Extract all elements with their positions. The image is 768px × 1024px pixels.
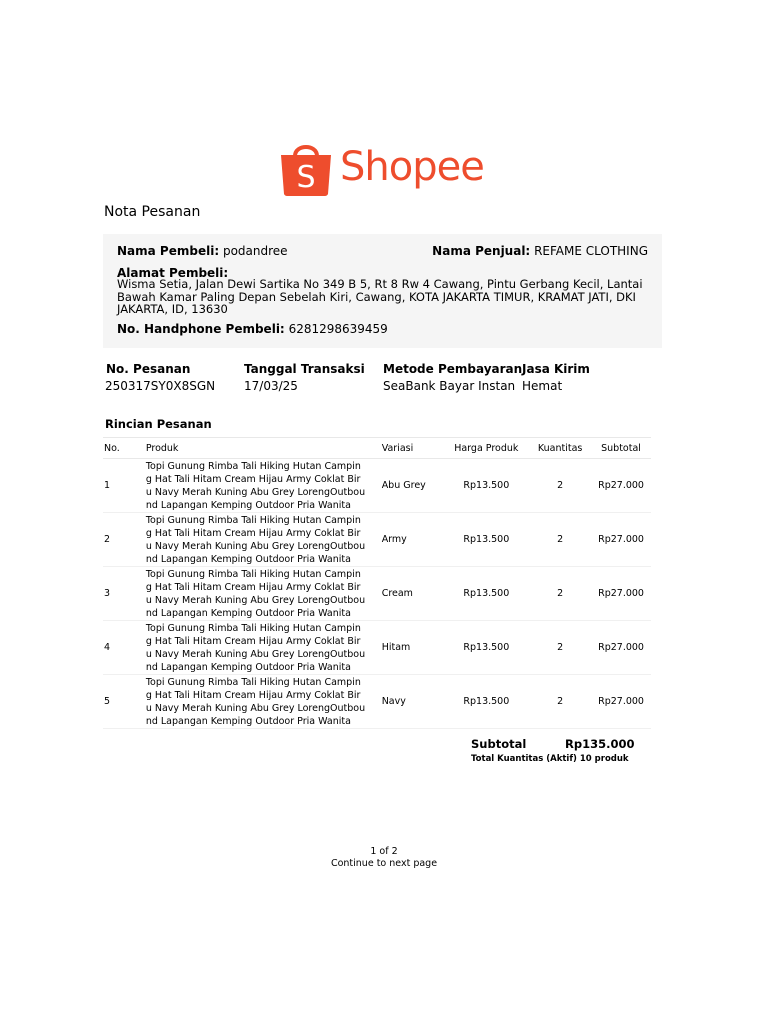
- variant: Hitam: [382, 621, 444, 675]
- buyer-info-box: [103, 234, 662, 348]
- quantity: 2: [529, 621, 591, 675]
- col-no: No.: [103, 438, 146, 459]
- address-label: Alamat Pembeli:: [117, 266, 229, 280]
- variant: Army: [382, 513, 444, 567]
- table-header: [103, 438, 651, 459]
- quantity: 2: [529, 459, 591, 513]
- shopee-logo: [278, 138, 484, 198]
- shipping-label: Jasa Kirim: [522, 362, 590, 376]
- page-footer: [0, 846, 768, 870]
- col-qty: Kuantitas: [529, 438, 591, 459]
- product-name: Topi Gunung Rimba Tali Hiking Hutan Camping Hat Tali Hitam Cream Hijau Army Coklat Biru Navy Merah Kuning Abu Grey LorengOutbound Lapangan Kemping Outdoor Pria Wanita: [145, 622, 366, 673]
- table-row: 4 Topi Gunung Rimba Tali Hiking Hutan Camping Hat Tali Hitam Cream Hijau Army Coklat Biru Navy Merah Kuning Abu Grey LorengOutbound Lapangan Kemping Outdoor Pria Wanita Hitam Rp13.500 2 Rp27.000: [103, 621, 651, 675]
- table-row: 3 Topi Gunung Rimba Tali Hiking Hutan Camping Hat Tali Hitam Cream Hijau Army Coklat Biru Navy Merah Kuning Abu Grey LorengOutbound Lapangan Kemping Outdoor Pria Wanita Cream Rp13.500 2 Rp27.000: [103, 567, 651, 621]
- brand-wordmark: Shopee: [340, 144, 484, 190]
- row-subtotal: Rp27.000: [591, 567, 651, 621]
- page-number: 1 of 2: [370, 846, 398, 857]
- row-subtotal: Rp27.000: [591, 513, 651, 567]
- table-row: 2 Topi Gunung Rimba Tali Hiking Hutan Camping Hat Tali Hitam Cream Hijau Army Coklat Biru Navy Merah Kuning Abu Grey LorengOutbound Lapangan Kemping Outdoor Pria Wanita Army Rp13.500 2 Rp27.000: [103, 513, 651, 567]
- order-items-table: [103, 437, 651, 729]
- product-name: Topi Gunung Rimba Tali Hiking Hutan Camping Hat Tali Hitam Cream Hijau Army Coklat Biru Navy Merah Kuning Abu Grey LorengOutbound Lapangan Kemping Outdoor Pria Wanita: [145, 568, 366, 619]
- variant: Abu Grey: [382, 459, 444, 513]
- seller-name: Nama Penjual: REFAME CLOTHING: [432, 244, 648, 258]
- order-no: 250317SY0X8SGN: [105, 379, 216, 393]
- col-variant: Variasi: [382, 438, 444, 459]
- order-info: [0, 362, 768, 396]
- table-row: 5 Topi Gunung Rimba Tali Hiking Hutan Camping Hat Tali Hitam Cream Hijau Army Coklat Biru Navy Merah Kuning Abu Grey LorengOutbound Lapangan Kemping Outdoor Pria Wanita Navy Rp13.500 2 Rp27.000: [103, 675, 651, 729]
- buyer-name: Nama Pembeli: podandree: [117, 244, 288, 258]
- payment-method: SeaBank Bayar Instan: [383, 379, 516, 393]
- order-summary: [471, 737, 634, 764]
- transaction-date: 17/03/25: [244, 379, 298, 393]
- subtotal-row: [471, 737, 634, 751]
- quantity: 2: [529, 513, 591, 567]
- svg-text:S: S: [296, 160, 316, 195]
- shopping-bag-icon: [278, 138, 334, 198]
- date-label: Tanggal Transaksi: [244, 362, 365, 376]
- order-no-label: No. Pesanan: [106, 362, 191, 376]
- variant: Cream: [382, 567, 444, 621]
- quantity: 2: [529, 567, 591, 621]
- price: Rp13.500: [443, 567, 529, 621]
- row-subtotal: Rp27.000: [591, 459, 651, 513]
- total-quantity: Total Kuantitas (Aktif) 10 produk: [471, 754, 629, 764]
- price: Rp13.500: [443, 621, 529, 675]
- col-price: Harga Produk: [443, 438, 529, 459]
- address-text: Wisma Setia, Jalan Dewi Sartika No 349 B 5, Rt 8 Rw 4 Cawang, Pintu Gerbang Kecil, Lantai Bawah Kamar Paling Depan Sebelah Kiri, Cawang, KOTA JAKARTA TIMUR, KRAMAT JATI, DKI JAKARTA, ID, 13630: [117, 277, 643, 316]
- col-product: Produk: [146, 438, 382, 459]
- product-name: Topi Gunung Rimba Tali Hiking Hutan Camping Hat Tali Hitam Cream Hijau Army Coklat Biru Navy Merah Kuning Abu Grey LorengOutbound Lapangan Kemping Outdoor Pria Wanita: [145, 460, 366, 511]
- quantity: 2: [529, 675, 591, 729]
- product-name: Topi Gunung Rimba Tali Hiking Hutan Camping Hat Tali Hitam Cream Hijau Army Coklat Biru Navy Merah Kuning Abu Grey LorengOutbound Lapangan Kemping Outdoor Pria Wanita: [145, 514, 366, 565]
- product-name: Topi Gunung Rimba Tali Hiking Hutan Camping Hat Tali Hitam Cream Hijau Army Coklat Biru Navy Merah Kuning Abu Grey LorengOutbound Lapangan Kemping Outdoor Pria Wanita: [145, 676, 366, 727]
- continue-note: Continue to next page: [330, 858, 438, 869]
- variant: Navy: [382, 675, 444, 729]
- shipping-service: Hemat: [522, 379, 563, 393]
- row-subtotal: Rp27.000: [591, 621, 651, 675]
- price: Rp13.500: [443, 459, 529, 513]
- subtotal-label: Subtotal: [471, 737, 527, 751]
- price: Rp13.500: [443, 675, 529, 729]
- price: Rp13.500: [443, 513, 529, 567]
- buyer-phone: No. Handphone Pembeli: 6281298639459: [117, 322, 388, 336]
- document-title: Nota Pesanan: [104, 204, 201, 220]
- subtotal-value: Rp135.000: [565, 737, 635, 751]
- col-subtotal: Subtotal: [591, 438, 651, 459]
- order-details-title: Rincian Pesanan: [105, 417, 212, 431]
- payment-label: Metode Pembayaran: [383, 362, 523, 376]
- table-row: 1 Topi Gunung Rimba Tali Hiking Hutan Camping Hat Tali Hitam Cream Hijau Army Coklat Biru Navy Merah Kuning Abu Grey LorengOutbound Lapangan Kemping Outdoor Pria Wanita Abu Grey Rp13.500 2 Rp27.000: [103, 459, 651, 513]
- row-subtotal: Rp27.000: [591, 675, 651, 729]
